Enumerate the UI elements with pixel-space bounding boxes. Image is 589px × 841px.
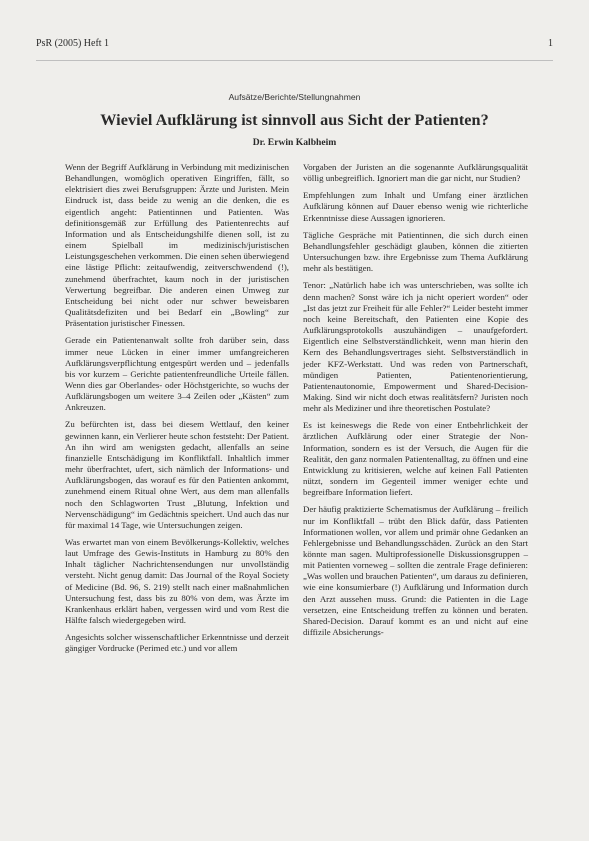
paragraph: Was erwartet man von einem Bevölkerungs-Kollektiv, welches laut Umfrage des Gewis-Instituts in Hamburg zu 80% den Inhalt täglicher Nachrichtensendungen nur unvollständig versteht. Nicht genug damit: Das Journal of the Royal Society of Medicine (Bd. 96, S. 219) stellt nach einer maßnahmlichen Untersuchung fest, dass bis zu 80% von dem, was Ärzte im Krankenhaus erklärt haben, vergessen wird und vom Rest die Hälfte falsch wiedergegeben wird. bbox=[65, 537, 289, 626]
paragraph: Zu befürchten ist, dass bei diesem Wettlauf, den keiner gewinnen kann, ein Verlierer heute schon feststeht: Der Patient. An ihn wird am wenigsten gedacht, allenfalls an seine finanzielle Entschädigung im Konfliktfall. Inhaltlich immer mehr überfrachtet, ufert, sich nämlich der Informations- und Aufklärungsbogen, das worauf es für den Patienten ankommt, zunehmend einem Ritual ohne Wert, aus dem man allenfalls noch den Schlagworten Trust „Blutung, Infektion und Nervenschädigung“ im Gedächtnis speichert. Und auch das nur für maximal 14 Tage, wie Untersuchungen zeigen. bbox=[65, 419, 289, 530]
paragraph: Empfehlungen zum Inhalt und Umfang einer ärztlichen Aufklärung können auf Dauer ebenso wenig wie richterliche Erkenntnisse diese Aussagen ignorieren. bbox=[303, 190, 528, 223]
paragraph: Angesichts solcher wissenschaftlicher Erkenntnisse und derzeit gängiger Vordrucke (Perimed etc.) und vor allem bbox=[65, 632, 289, 654]
paragraph: Tägliche Gespräche mit Patientinnen, die sich durch einen Behandlungsfehler geschädigt glauben, können die zitierten Untersuchungen bzw. ihre Ergebnisse zum Thema Aufklärung mehr als bestätigen. bbox=[303, 229, 528, 274]
header-rule bbox=[36, 60, 553, 61]
running-header bbox=[36, 38, 553, 52]
paragraph: Der häufig praktizierte Schematismus der Aufklärung – freilich nur im Konfliktfall – trübt den Blick dafür, dass Patienten Informationen wollen, vor allem und primär ohne Gedanken an Fehlergebnisse und Behandlungsschäden. Zurück an den Start könnte man sagen. Multiprofessionelle Diskussionsgruppen – mit Patienten vorneweg – sollten die zentrale Frage definieren: „Was wollen und brauchen Patienten“, um daraus zu definieren, wie eine konsumierbare (!) Aufklärung und Information durch den Arzt aussehen muss. Grund: die Patienten in die Lage versetzen, eine Entscheidung treffen zu können und beraten. Shared-Decision. Darauf kommt es an und nicht auf eine diffizile Absicherungs- bbox=[303, 504, 528, 638]
journal-issue: PsR (2005) Heft 1 bbox=[36, 38, 110, 49]
paragraph: Es ist keineswegs die Rede von einer Entbehrlichkeit der ärztlichen Aufklärung oder einer Strategie der Non-Information, sondern es ist der Versuch, die Augen für die Realität, den ganz normalen Patientenalltag, zu öffnen und eine Entwicklung zu kritisieren, welche auf keinen Fall Patienten nützt, sondern im Gegenteil immer weniger echte und begreifbare Information liefert. bbox=[303, 420, 528, 498]
paragraph: Wenn der Begriff Aufklärung in Verbindung mit medizinischen Behandlungen, womöglich operativen Eingriffen, fällt, so elektrisiert dies zwei Berufsgruppen: Ärzte und Juristen. Mein Eindruck ist, dass beide zu wenig an die denken, die es eigentlich angeht: Patientinnen und Patienten. Was definitionsgemäß zur Erfüllung des Patientenrechts auf Information und als Entscheidungshilfe dienen soll, ist zu einem Spielball im medizinisch/juristischen Leistungsgeschehen verkommen. Die einen sehen überwiegend eine lästige Pflicht: zeitaufwendig, zeitverschwendend (!), zunehmend überfrachtet, kaum noch in der juristischen Verwertung begreifbar. Die anderen einen Umweg zur Entscheidung bei nicht oder nur schwer beweisbaren Qualitätsdefiziten und bei Bedarf ein „Bowling“ zur Präsentation juristischer Finessen. bbox=[65, 162, 289, 329]
article-author: Dr. Erwin Kalbheim bbox=[252, 137, 337, 148]
section-kicker: Aufsätze/Berichte/Stellungnahmen bbox=[228, 92, 361, 102]
article-title: Wieviel Aufklärung ist sinnvoll aus Sicht der Patienten? bbox=[100, 111, 489, 129]
paragraph: Vorgaben der Juristen an die sogenannte Aufklärungsqualität völlig unbegreiflich. Ignoriert man die gar nicht, nur Studien? bbox=[303, 162, 528, 184]
paragraph: Gerade ein Patientenanwalt sollte froh darüber sein, dass immer neue Lücken in einer immer umfangreicheren Aufklärungsverpflichtung entgespürt werden und – jedenfalls bis vor kurzem – Gerichte patientenfreundliche Urteile fällen. Wenn dies gar Oberlandes- oder Höchstgerichte, so wuchs der Aufklärungsbogen um weitere 3–4 Zeilen oder „Kästen“ zum Ankreuzen. bbox=[65, 335, 289, 413]
left-column bbox=[65, 162, 289, 661]
right-column bbox=[303, 162, 528, 644]
paragraph: Tenor: „Natürlich habe ich was unterschrieben, was sollte ich denn machen? Sonst wäre ich ja nicht operiert worden“ oder „Ist das jetzt zur Freiheit für alle Fehler?“ Leider besteht immer noch keine Bereitschaft, den Patienten eine Kopie des Aufklärungsprotokolls auszuhändigen – unaufgefordert. Eigentlich eine Selbstverständlichkeit, wenn man hierin den Kern des Behandlungsvertrages sieht. Selbstverständlich in jeder KFZ-Werkstatt. Und was reden von Partnerschaft, mündigen Patienten, Patientenorientierung, Patientenautonomie, Empowerment und Shared-Decision-Making. Sind wir nicht doch etwas realitätsfern? Juristen noch mehr als Mediziner und ihre theoretischen Postulate? bbox=[303, 280, 528, 414]
page-number: 1 bbox=[548, 38, 553, 49]
